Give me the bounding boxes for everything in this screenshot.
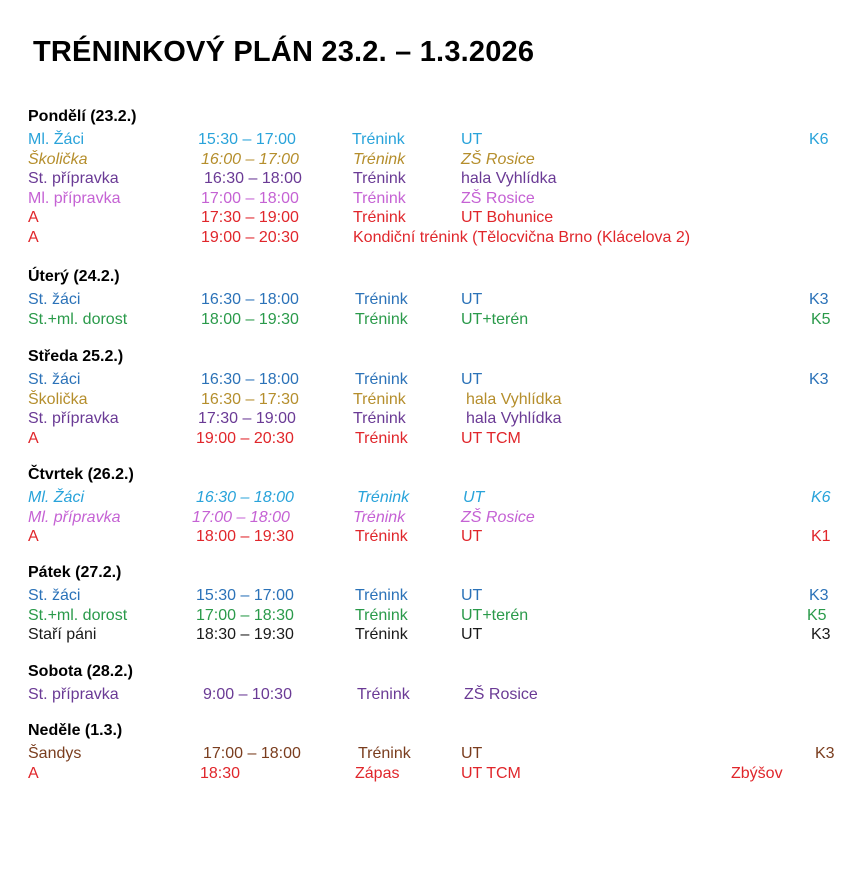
schedule-row [0,290,865,309]
time-range: 18:00 – 19:30 [196,528,294,546]
group-name: St. žáci [28,587,81,604]
group-name: St. přípravka [28,686,119,703]
schedule-row [0,488,865,507]
court-code: K6 [809,131,829,148]
time-range: 17:00 – 18:00 [192,508,290,526]
schedule-row [0,208,865,227]
time-range: 18:00 – 19:30 [201,310,299,328]
schedule-row [0,169,865,188]
venue: ZŠ Rosice [461,150,535,168]
venue: UT Bohunice [461,209,554,227]
session-type: Trénink [355,310,408,328]
venue: ZŠ Rosice [461,508,535,526]
group-name: St.+ml. dorost [28,310,128,328]
session-type: Trénink [357,489,410,506]
venue: UT [461,291,483,308]
schedule-row [0,370,865,389]
time-range: 18:30 [200,764,241,782]
venue: ZŠ Rosice [464,686,538,703]
session-type: Trénink [355,626,408,644]
group-name: St. přípravka [28,410,119,428]
group-name: A [28,528,39,546]
court-code: K3 [809,587,829,604]
time-range: 19:00 – 20:30 [201,229,299,246]
venue: UT [461,745,483,762]
session-type: Trénink [357,686,410,703]
group-name: A [28,229,39,246]
venue: hala Vyhlídka [466,390,562,408]
day-heading: Pondělí (23.2.) [28,108,137,125]
court-code: K6 [811,489,831,506]
venue: UT [461,131,483,148]
schedule-row [0,130,865,149]
court-code: K5 [807,606,827,624]
day-heading: Sobota (28.2.) [28,663,133,680]
venue: UT+terén [461,310,529,328]
day-heading: Středa 25.2.) [28,348,124,365]
session-type: Trénink [352,131,405,148]
session-type: Trénink [353,170,406,188]
schedule-row [0,685,865,704]
group-name: Ml. přípravka [28,189,121,207]
session-type: Trénink [353,508,406,526]
schedule-row [0,764,865,783]
court-code: K3 [811,626,831,644]
schedule-row [0,150,865,169]
group-name: Ml. Žáci [28,131,84,148]
group-name: Ml. přípravka [28,508,121,526]
time-range: 19:00 – 20:30 [196,429,294,447]
venue: hala Vyhlídka [461,170,557,188]
session-type: Trénink [355,371,408,388]
group-name: Staří páni [28,626,97,644]
group-name: St. přípravka [28,170,119,188]
day-heading: Neděle (1.3.) [28,722,123,739]
venue: UT [461,528,483,546]
time-range: 17:30 – 19:00 [198,410,296,428]
session-type: Trénink [355,606,408,624]
session-type: Trénink [353,209,406,227]
session-type: Trénink [355,528,408,546]
schedule-row [0,508,865,527]
day-heading: Čtvrtek (26.2.) [28,466,134,483]
session-type: Trénink [358,745,411,762]
court-code: K1 [811,528,831,546]
group-name: St.+ml. dorost [28,606,128,624]
time-range: 17:00 – 18:00 [201,189,299,207]
schedule-row [0,606,865,625]
time-range: 16:30 – 17:30 [201,390,299,408]
group-name: A [28,429,39,447]
time-range: 17:00 – 18:00 [203,745,301,762]
venue: UT [463,489,485,506]
schedule-row [0,744,865,763]
schedule-row [0,228,865,247]
session-type: Trénink [353,390,406,408]
venue: hala Vyhlídka [466,410,562,428]
day-heading: Pátek (27.2.) [28,564,122,581]
venue: UT [461,587,483,604]
time-range: 17:30 – 19:00 [201,209,299,227]
time-range: 15:30 – 17:00 [196,587,294,604]
venue: UT+terén [461,606,529,624]
time-range: 16:30 – 18:00 [201,371,299,388]
session-type: Trénink [355,587,408,604]
group-name: Ml. Žáci [28,489,84,506]
group-name: Školička [28,390,88,408]
group-name: Školička [28,150,88,168]
day-heading: Úterý (24.2.) [28,268,120,285]
schedule-row [0,189,865,208]
page-title: TRÉNINKOVÝ PLÁN 23.2. – 1.3.2026 [33,36,535,68]
schedule-row [0,625,865,644]
time-range: 16:30 – 18:00 [196,489,294,506]
time-range: 9:00 – 10:30 [203,686,292,703]
time-range: 16:30 – 18:00 [201,291,299,308]
court-code: K3 [815,745,835,762]
session-type: Trénink [353,189,406,207]
group-name: A [28,209,39,227]
session-type: Kondiční trénink (Tělocvična Brno (Klácelova 2) [353,229,691,246]
schedule-row [0,310,865,329]
session-type: Zápas [355,764,400,782]
schedule-row [0,586,865,605]
time-range: 16:30 – 18:00 [204,170,302,188]
time-range: 15:30 – 17:00 [198,131,296,148]
schedule-row [0,527,865,546]
session-type: Trénink [353,410,406,428]
group-name: Šandys [28,745,82,762]
venue: UT [461,371,483,388]
time-range: 16:00 – 17:00 [201,150,299,168]
group-name: St. žáci [28,371,81,388]
schedule-row [0,390,865,409]
venue: UT TCM [461,429,521,447]
venue: UT TCM [461,764,521,782]
group-name: A [28,764,39,782]
session-type: Trénink [355,429,408,447]
court-code: K3 [809,371,829,388]
group-name: St. žáci [28,291,81,308]
court-code: K3 [809,291,829,308]
court-code: K5 [811,310,831,328]
session-type: Trénink [353,150,406,168]
venue: UT [461,626,483,644]
venue: ZŠ Rosice [461,189,535,207]
time-range: 17:00 – 18:30 [196,606,294,624]
session-type: Trénink [355,291,408,308]
schedule-row [0,429,865,448]
opponent-note: Zbýšov [731,764,783,782]
schedule-row [0,409,865,428]
time-range: 18:30 – 19:30 [196,626,294,644]
